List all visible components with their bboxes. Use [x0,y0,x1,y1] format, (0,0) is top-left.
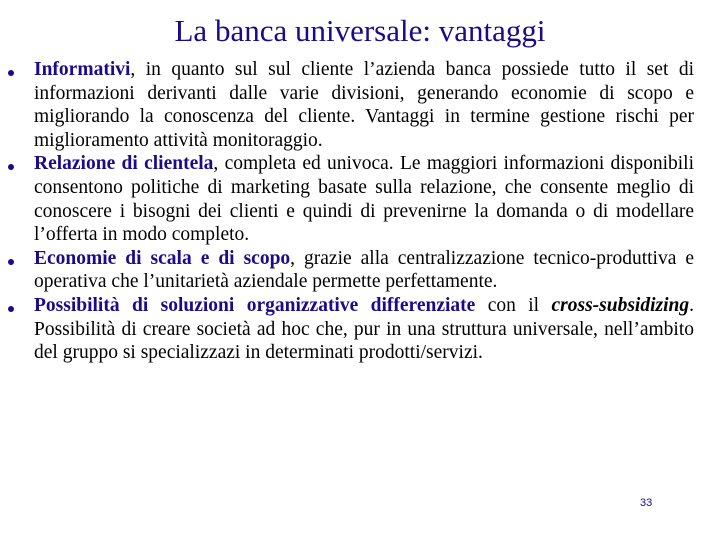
page-number: 33 [640,497,653,509]
bullet-list [0,58,720,365]
slide-title: La banca universale: vantaggi [174,13,546,48]
bullet-dot-icon [8,70,14,76]
bullet-dot-icon [8,306,14,312]
list-item [0,152,720,246]
bullet-text [34,58,694,152]
bullet-dot-icon [8,164,14,170]
bullet-keyword: Relazione di clientela [34,153,214,175]
bullet-body: , grazie alla centralizzazione tecnico-produttiva e operativa che l’unitarietà aziendale permette perfettamente. [34,247,694,293]
bullet-keyword: Informativi [34,59,131,80]
list-item [0,58,720,152]
bullet-body: , completa ed univoca. Le maggiori informazioni disponibili consentono politiche di marketing basate sulla relazione, che consente meglio di conoscere i bisogni dei clienti e quindi di prevenirne la domanda o di modellare l’offerta in modo completo. [34,153,694,246]
bullet-keyword: Economie di scala e di scopo [34,247,291,269]
bullet-emphasis: cross-subsidizing [551,294,690,316]
bullet-text [34,294,694,365]
bullet-body-after: . Possibilità di creare società ad hoc che, pur in una struttura universale, nell’ambito del gruppo si specializzazi in determinati prodotti/servizi. [34,294,694,364]
list-item [0,247,720,294]
bullet-text [34,152,694,246]
list-item [0,294,720,365]
bullet-dot-icon [8,259,14,265]
bullet-text [34,247,694,294]
bullet-keyword: Possibilità di soluzioni organizzative differenziate [34,294,476,316]
bullet-body: , in quanto sul sul cliente l’azienda banca possiede tutto il set di informazioni derivanti dalle varie divisioni, generando economie di scopo e migliorando la conoscenza del cliente. Vantaggi in termine gestione rischi per miglioramento attività monitoraggio. [34,59,694,151]
bullet-body-before: con il [475,294,552,316]
